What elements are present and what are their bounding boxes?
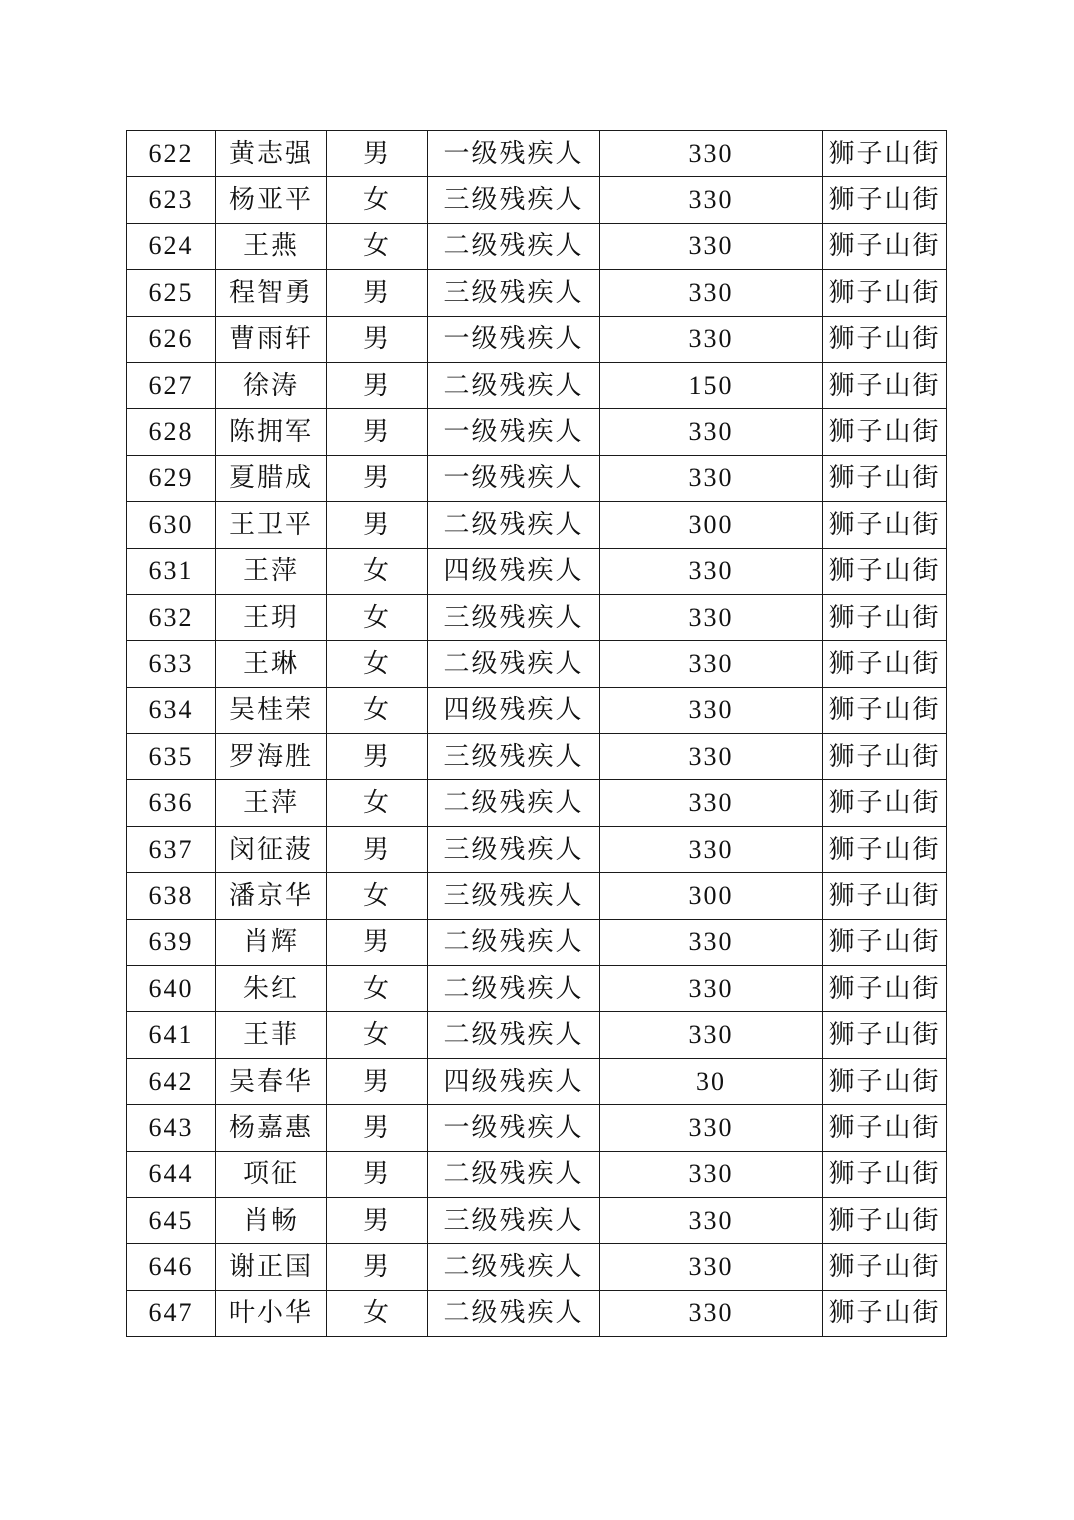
amount-cell: 330 xyxy=(600,316,823,362)
table-row xyxy=(127,1197,947,1243)
serial-number-cell: 628 xyxy=(127,409,216,455)
table-row xyxy=(127,362,947,408)
disability-level-cell: 三级残疾人 xyxy=(428,1197,600,1243)
street-cell: 狮子山街 xyxy=(823,177,947,223)
street-cell: 狮子山街 xyxy=(823,1058,947,1104)
table-row xyxy=(127,1151,947,1197)
serial-number-cell: 622 xyxy=(127,131,216,177)
street-cell: 狮子山街 xyxy=(823,362,947,408)
table-row xyxy=(127,1058,947,1104)
name-cell: 夏腊成 xyxy=(216,455,327,501)
street-cell: 狮子山街 xyxy=(823,641,947,687)
table-row xyxy=(127,873,947,919)
amount-cell: 330 xyxy=(600,826,823,872)
gender-cell: 男 xyxy=(327,1058,428,1104)
amount-cell: 330 xyxy=(600,455,823,501)
gender-cell: 女 xyxy=(327,641,428,687)
street-cell: 狮子山街 xyxy=(823,223,947,269)
street-cell: 狮子山街 xyxy=(823,1197,947,1243)
amount-cell: 330 xyxy=(600,223,823,269)
serial-number-cell: 627 xyxy=(127,362,216,408)
gender-cell: 女 xyxy=(327,966,428,1012)
amount-cell: 330 xyxy=(600,270,823,316)
serial-number-cell: 623 xyxy=(127,177,216,223)
name-cell: 谢正国 xyxy=(216,1244,327,1290)
street-cell: 狮子山街 xyxy=(823,1244,947,1290)
table-row xyxy=(127,1105,947,1151)
gender-cell: 男 xyxy=(327,316,428,362)
amount-cell: 300 xyxy=(600,873,823,919)
name-cell: 叶小华 xyxy=(216,1290,327,1336)
serial-number-cell: 639 xyxy=(127,919,216,965)
name-cell: 陈拥军 xyxy=(216,409,327,455)
serial-number-cell: 633 xyxy=(127,641,216,687)
name-cell: 肖辉 xyxy=(216,919,327,965)
disability-level-cell: 二级残疾人 xyxy=(428,502,600,548)
street-cell: 狮子山街 xyxy=(823,1290,947,1336)
gender-cell: 女 xyxy=(327,177,428,223)
street-cell: 狮子山街 xyxy=(823,1012,947,1058)
serial-number-cell: 641 xyxy=(127,1012,216,1058)
serial-number-cell: 632 xyxy=(127,594,216,640)
table-row xyxy=(127,734,947,780)
street-cell: 狮子山街 xyxy=(823,826,947,872)
disability-level-cell: 一级残疾人 xyxy=(428,316,600,362)
amount-cell: 330 xyxy=(600,1012,823,1058)
amount-cell: 300 xyxy=(600,502,823,548)
serial-number-cell: 647 xyxy=(127,1290,216,1336)
disability-level-cell: 四级残疾人 xyxy=(428,1058,600,1104)
disability-level-cell: 二级残疾人 xyxy=(428,1244,600,1290)
name-cell: 王萍 xyxy=(216,780,327,826)
gender-cell: 女 xyxy=(327,873,428,919)
name-cell: 肖畅 xyxy=(216,1197,327,1243)
serial-number-cell: 642 xyxy=(127,1058,216,1104)
gender-cell: 男 xyxy=(327,1105,428,1151)
table-row xyxy=(127,177,947,223)
gender-cell: 男 xyxy=(327,1197,428,1243)
amount-cell: 330 xyxy=(600,594,823,640)
disability-level-cell: 三级残疾人 xyxy=(428,873,600,919)
serial-number-cell: 626 xyxy=(127,316,216,362)
gender-cell: 男 xyxy=(327,362,428,408)
name-cell: 黄志强 xyxy=(216,131,327,177)
serial-number-cell: 646 xyxy=(127,1244,216,1290)
gender-cell: 男 xyxy=(327,502,428,548)
table-row xyxy=(127,455,947,501)
name-cell: 杨亚平 xyxy=(216,177,327,223)
street-cell: 狮子山街 xyxy=(823,966,947,1012)
name-cell: 王琳 xyxy=(216,641,327,687)
street-cell: 狮子山街 xyxy=(823,687,947,733)
serial-number-cell: 644 xyxy=(127,1151,216,1197)
gender-cell: 男 xyxy=(327,919,428,965)
street-cell: 狮子山街 xyxy=(823,1151,947,1197)
amount-cell: 150 xyxy=(600,362,823,408)
amount-cell: 330 xyxy=(600,1244,823,1290)
serial-number-cell: 640 xyxy=(127,966,216,1012)
name-cell: 程智勇 xyxy=(216,270,327,316)
name-cell: 闵征菠 xyxy=(216,826,327,872)
gender-cell: 女 xyxy=(327,687,428,733)
serial-number-cell: 643 xyxy=(127,1105,216,1151)
amount-cell: 330 xyxy=(600,1151,823,1197)
table-row xyxy=(127,594,947,640)
amount-cell: 330 xyxy=(600,1290,823,1336)
name-cell: 罗海胜 xyxy=(216,734,327,780)
street-cell: 狮子山街 xyxy=(823,594,947,640)
street-cell: 狮子山街 xyxy=(823,734,947,780)
amount-cell: 330 xyxy=(600,780,823,826)
gender-cell: 男 xyxy=(327,734,428,780)
table-row xyxy=(127,966,947,1012)
disability-level-cell: 三级残疾人 xyxy=(428,734,600,780)
table-row xyxy=(127,223,947,269)
table-row xyxy=(127,409,947,455)
table-row xyxy=(127,1290,947,1336)
street-cell: 狮子山街 xyxy=(823,873,947,919)
disability-level-cell: 二级残疾人 xyxy=(428,1290,600,1336)
name-cell: 吴春华 xyxy=(216,1058,327,1104)
street-cell: 狮子山街 xyxy=(823,548,947,594)
gender-cell: 女 xyxy=(327,223,428,269)
disability-level-cell: 二级残疾人 xyxy=(428,1151,600,1197)
name-cell: 王玥 xyxy=(216,594,327,640)
disability-level-cell: 三级残疾人 xyxy=(428,826,600,872)
name-cell: 王燕 xyxy=(216,223,327,269)
disability-level-cell: 四级残疾人 xyxy=(428,687,600,733)
disability-subsidy-table xyxy=(126,130,947,1337)
street-cell: 狮子山街 xyxy=(823,919,947,965)
amount-cell: 30 xyxy=(600,1058,823,1104)
gender-cell: 女 xyxy=(327,1290,428,1336)
name-cell: 徐涛 xyxy=(216,362,327,408)
disability-level-cell: 三级残疾人 xyxy=(428,594,600,640)
disability-level-cell: 二级残疾人 xyxy=(428,641,600,687)
disability-level-cell: 二级残疾人 xyxy=(428,919,600,965)
gender-cell: 男 xyxy=(327,131,428,177)
table-row xyxy=(127,826,947,872)
table-row xyxy=(127,687,947,733)
disability-level-cell: 三级残疾人 xyxy=(428,270,600,316)
disability-level-cell: 一级残疾人 xyxy=(428,409,600,455)
gender-cell: 男 xyxy=(327,270,428,316)
table-row xyxy=(127,270,947,316)
amount-cell: 330 xyxy=(600,409,823,455)
table-row xyxy=(127,316,947,362)
table-row xyxy=(127,780,947,826)
gender-cell: 男 xyxy=(327,409,428,455)
name-cell: 王菲 xyxy=(216,1012,327,1058)
serial-number-cell: 637 xyxy=(127,826,216,872)
gender-cell: 女 xyxy=(327,780,428,826)
serial-number-cell: 635 xyxy=(127,734,216,780)
amount-cell: 330 xyxy=(600,641,823,687)
table-row xyxy=(127,502,947,548)
name-cell: 曹雨轩 xyxy=(216,316,327,362)
amount-cell: 330 xyxy=(600,687,823,733)
table-row xyxy=(127,1244,947,1290)
street-cell: 狮子山街 xyxy=(823,316,947,362)
gender-cell: 女 xyxy=(327,548,428,594)
disability-level-cell: 三级残疾人 xyxy=(428,177,600,223)
table-row xyxy=(127,548,947,594)
amount-cell: 330 xyxy=(600,734,823,780)
serial-number-cell: 634 xyxy=(127,687,216,733)
disability-level-cell: 一级残疾人 xyxy=(428,1105,600,1151)
disability-level-cell: 四级残疾人 xyxy=(428,548,600,594)
amount-cell: 330 xyxy=(600,919,823,965)
amount-cell: 330 xyxy=(600,1197,823,1243)
name-cell: 朱红 xyxy=(216,966,327,1012)
street-cell: 狮子山街 xyxy=(823,780,947,826)
street-cell: 狮子山街 xyxy=(823,409,947,455)
street-cell: 狮子山街 xyxy=(823,502,947,548)
serial-number-cell: 636 xyxy=(127,780,216,826)
disability-level-cell: 一级残疾人 xyxy=(428,131,600,177)
gender-cell: 男 xyxy=(327,1151,428,1197)
serial-number-cell: 638 xyxy=(127,873,216,919)
gender-cell: 男 xyxy=(327,1244,428,1290)
amount-cell: 330 xyxy=(600,966,823,1012)
disability-level-cell: 二级残疾人 xyxy=(428,223,600,269)
street-cell: 狮子山街 xyxy=(823,270,947,316)
table-body xyxy=(127,131,947,1337)
name-cell: 王萍 xyxy=(216,548,327,594)
gender-cell: 女 xyxy=(327,594,428,640)
name-cell: 王卫平 xyxy=(216,502,327,548)
name-cell: 吴桂荣 xyxy=(216,687,327,733)
amount-cell: 330 xyxy=(600,548,823,594)
name-cell: 项征 xyxy=(216,1151,327,1197)
amount-cell: 330 xyxy=(600,1105,823,1151)
serial-number-cell: 629 xyxy=(127,455,216,501)
name-cell: 杨嘉惠 xyxy=(216,1105,327,1151)
table-row xyxy=(127,131,947,177)
disability-level-cell: 二级残疾人 xyxy=(428,362,600,408)
table-row xyxy=(127,919,947,965)
serial-number-cell: 630 xyxy=(127,502,216,548)
serial-number-cell: 625 xyxy=(127,270,216,316)
table-row xyxy=(127,641,947,687)
serial-number-cell: 624 xyxy=(127,223,216,269)
amount-cell: 330 xyxy=(600,177,823,223)
name-cell: 潘京华 xyxy=(216,873,327,919)
street-cell: 狮子山街 xyxy=(823,131,947,177)
gender-cell: 男 xyxy=(327,455,428,501)
street-cell: 狮子山街 xyxy=(823,455,947,501)
gender-cell: 女 xyxy=(327,1012,428,1058)
street-cell: 狮子山街 xyxy=(823,1105,947,1151)
amount-cell: 330 xyxy=(600,131,823,177)
table-row xyxy=(127,1012,947,1058)
serial-number-cell: 645 xyxy=(127,1197,216,1243)
gender-cell: 男 xyxy=(327,826,428,872)
disability-level-cell: 二级残疾人 xyxy=(428,780,600,826)
disability-level-cell: 二级残疾人 xyxy=(428,966,600,1012)
disability-level-cell: 二级残疾人 xyxy=(428,1012,600,1058)
disability-level-cell: 一级残疾人 xyxy=(428,455,600,501)
serial-number-cell: 631 xyxy=(127,548,216,594)
